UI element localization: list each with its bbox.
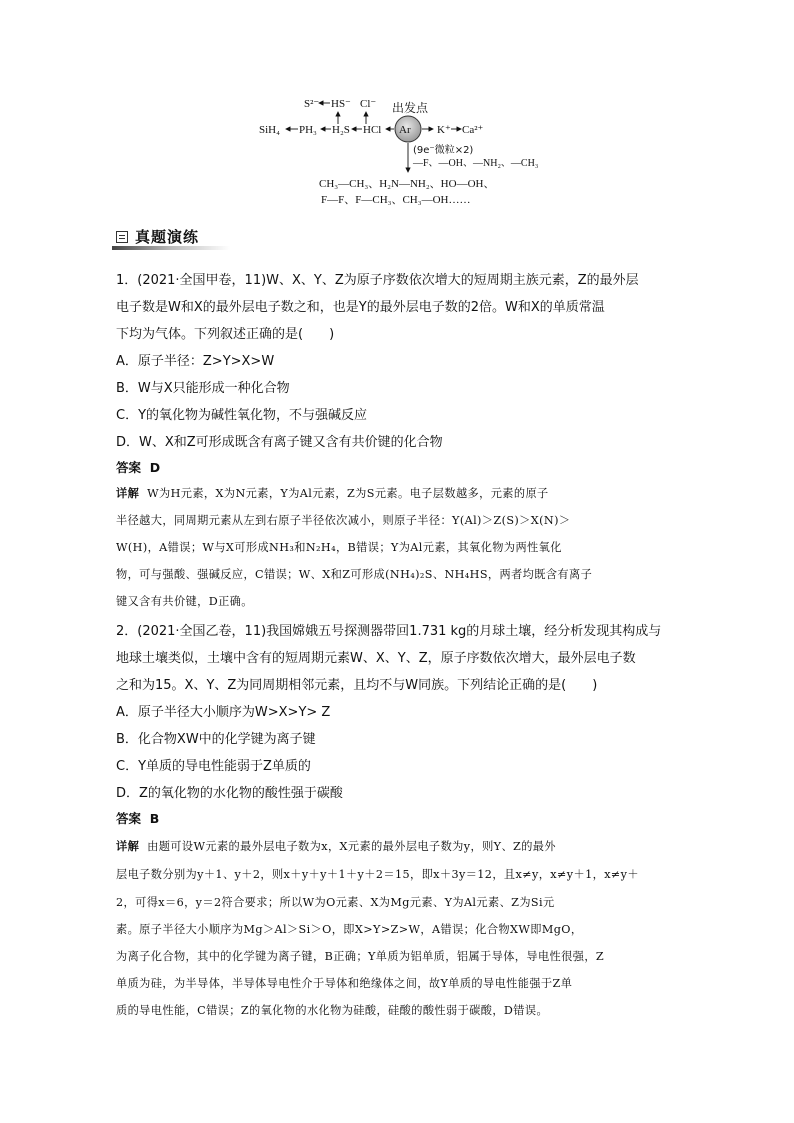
result-line-1: CH₃—CH₃、H₂N—NH₂、HO—OH、	[319, 178, 495, 190]
answer-label: 答案	[116, 460, 142, 475]
sih4: SiH₄	[259, 124, 280, 136]
q2-stem-line-1: 2．(2021·全国乙卷，11)我国嫦娥五号探测器带回1.731 kg的月球土壤，经分析发现其构成与	[116, 624, 662, 639]
q2-option-c: C．Y单质的导电性能弱于Z单质的	[116, 759, 311, 774]
answer-label: 答案	[116, 811, 142, 826]
q2-stem-line-3: 之和为15。X、Y、Z为同周期相邻元素，且均不与W同族。下列结论正确的是( )	[116, 678, 598, 693]
q2-explain-line-4: 素。原子半径大小顺序为Mg＞Al＞Si＞O，即X>Y>Z>W，A错误；化合物XW即MgO，	[116, 923, 583, 936]
q1-stem-line-1: 1．(2021·全国甲卷，11)W、X、Y、Z为原子序数依次增大的短周期主族元素，Z的最外层	[116, 273, 639, 288]
answer-value: D	[149, 460, 161, 475]
q2-option-a: A．原子半径大小顺序为W>X>Y> Z	[116, 705, 331, 720]
section-title: 真题演练	[135, 228, 200, 246]
ca-ion: Ca²⁺	[462, 124, 484, 136]
s2-ion: S²⁻	[304, 98, 320, 110]
explain-label: 详解	[116, 840, 140, 853]
q1-answer	[116, 458, 160, 476]
heading-underline	[112, 246, 230, 250]
q1-stem-line-2: 电子数是W和X的最外层电子数之和，也是Y的最外层电子数的2倍。W和X的单质常温	[116, 300, 605, 315]
ar-label: Ar	[399, 124, 411, 136]
q1-explain-line-3: W(H)，A错误；W与X可形成NH₃和N₂H₄，B错误；Y为Al元素，其氧化物为两性氧化	[116, 541, 562, 554]
section-heading	[116, 226, 199, 247]
q1-stem-line-3: 下均为气体。下列叙述正确的是( )	[116, 327, 335, 342]
result-line-2: F—F、F—CH₃、CH₃—OH……	[321, 194, 471, 206]
q1-option-d: D．W、X和Z可形成既含有离子键又含有共价键的化合物	[116, 435, 443, 450]
hs-ion: HS⁻	[331, 98, 351, 110]
q1-option-a: A．原子半径：Z>Y>X>W	[116, 354, 275, 369]
q2-explain-line-7: 质的导电性能，C错误；Z的氧化物的水化物为硅酸，硅酸的酸性弱于碳酸，D错误。	[116, 1004, 549, 1017]
h2s: H₂S	[332, 124, 350, 136]
q2-explain-line-5: 为离子化合物，其中的化学键为离子键，B正确；Y单质为铝单质，铝属于导体，导电性很强，Z	[116, 950, 605, 963]
q2-explain-line-2: 层电子数分别为y＋1、y＋2，则x＋y＋y＋1＋y＋2＝15，即x＋3y＝12，且x≠y，x≠y＋1，x≠y＋	[116, 868, 639, 881]
branch-label: (9e⁻微粒×2)	[413, 145, 474, 156]
q2-option-d: D．Z的氧化物的水化物的酸性强于碳酸	[116, 786, 343, 801]
q2-explain-line-6: 单质为硅，为半导体，半导体导电性介于导体和绝缘体之间，故Y单质的导电性能强于Z单	[116, 977, 573, 990]
q1-option-b: B．W与X只能形成一种化合物	[116, 381, 290, 396]
explain-label: 详解	[116, 487, 140, 500]
q1-explain-text-1: W为H元素，X为N元素，Y为Al元素，Z为S元素。电子层数越多，元素的原子	[147, 487, 549, 500]
q1-explain-line-4: 物，可与强酸、强碱反应，C错误；W、X和Z可形成(NH₄)₂S、NH₄HS，两者均既含有离子	[116, 568, 593, 581]
ph3: PH₃	[299, 124, 317, 136]
q2-answer	[116, 809, 159, 827]
q2-stem-line-2: 地球土壤类似，土壤中含有的短周期元素W、X、Y、Z，原子序数依次增大，最外层电子数	[116, 651, 636, 666]
cl-ion: Cl⁻	[360, 98, 377, 110]
q1-option-c: C．Y的氧化物为碱性氧化物，不与强碱反应	[116, 408, 368, 423]
q1-explain-line-2: 半径越大，同周期元素从左到右原子半径依次减小，则原子半径：Y(Al)＞Z(S)＞X(N)＞	[116, 514, 571, 527]
q1-explain-line-5: 键又含有共价键，D正确。	[116, 595, 253, 608]
hcl: HCl	[363, 124, 382, 136]
k-ion: K⁺	[437, 124, 451, 136]
q2-option-b: B．化合物XW中的化学键为离子键	[116, 732, 316, 747]
q2-explain-text-1: 由题可设W元素的最外层电子数为x，X元素的最外层电子数为y，则Y、Z的最外	[147, 840, 556, 853]
answer-value: B	[149, 811, 160, 826]
q2-explain-line-1	[116, 838, 556, 854]
9e-particle-diagram	[0, 0, 794, 215]
q2-explain-line-3: 2，可得x＝6，y＝2符合要求；所以W为O元素、X为Mg元素、Y为Al元素、Z为Si元	[116, 896, 555, 909]
q1-explain-line-1	[116, 485, 549, 501]
start-label: 出发点	[392, 101, 429, 115]
group-list: —F、—OH、—NH₂、—CH₃	[413, 158, 539, 169]
list-icon	[116, 231, 128, 243]
